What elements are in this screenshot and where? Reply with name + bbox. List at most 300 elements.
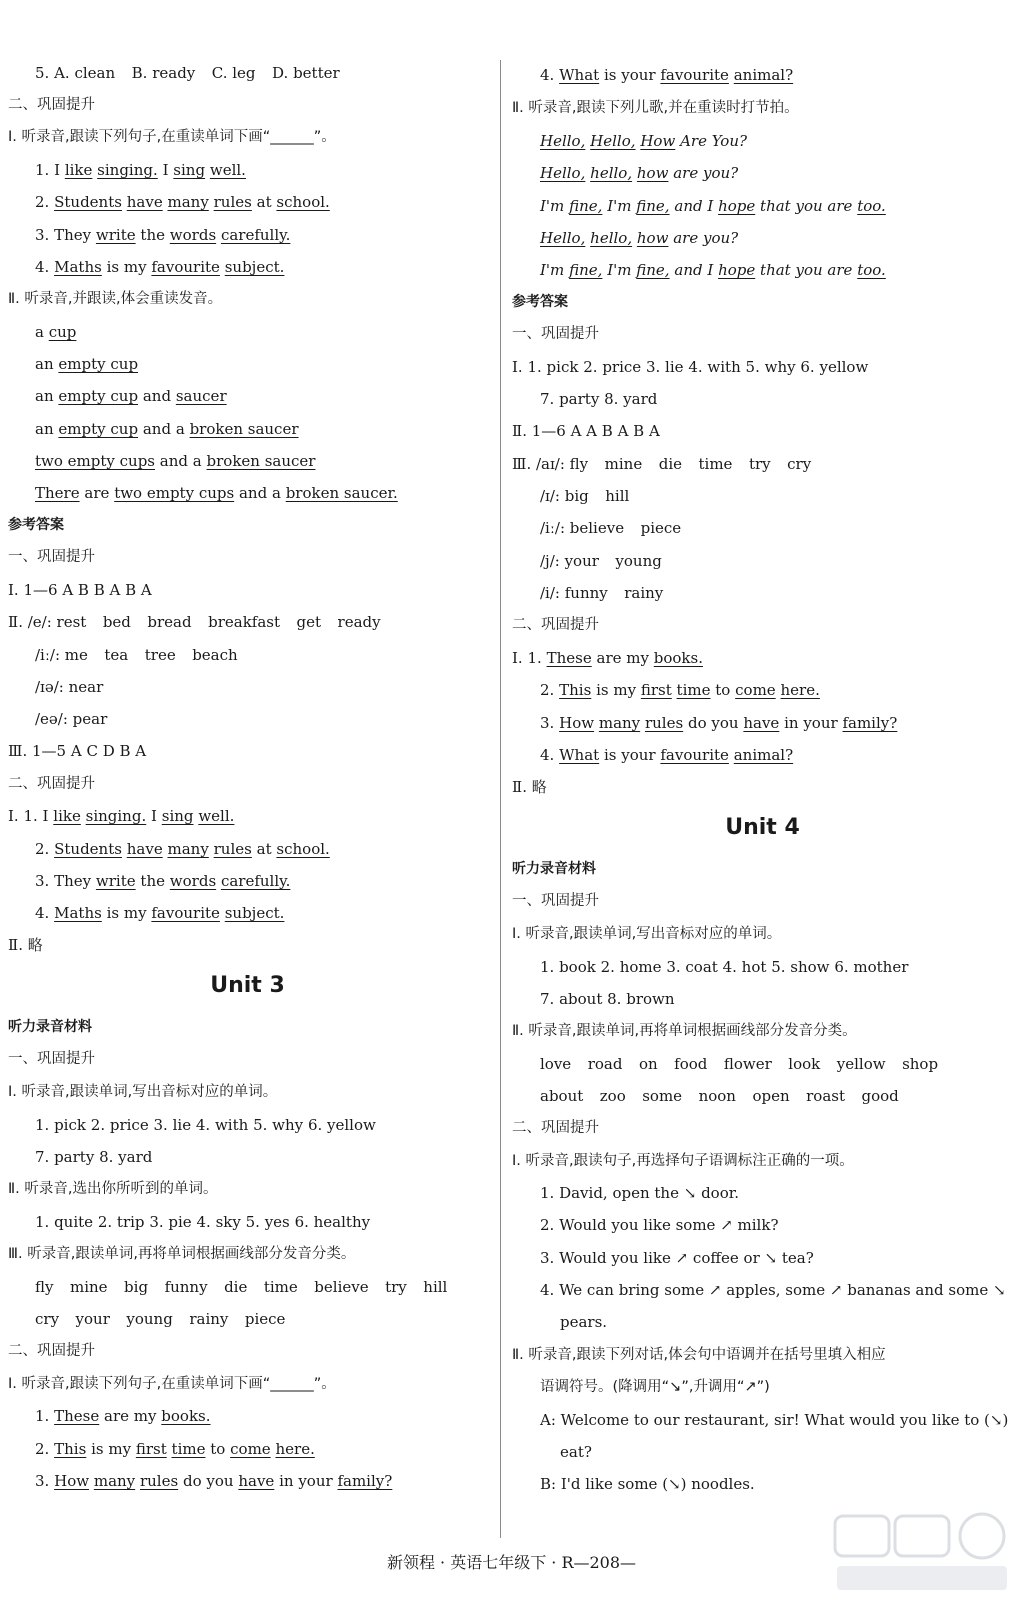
word: ready	[337, 613, 381, 631]
word: 5. yes	[245, 1213, 290, 1231]
stressed-word: favourite	[151, 904, 220, 922]
stressed-word: favourite	[151, 258, 220, 276]
word: time	[698, 455, 733, 473]
word: to	[715, 681, 731, 699]
word: food	[674, 1055, 708, 1073]
stressed-word: Students	[54, 840, 122, 858]
word: hill	[423, 1278, 448, 1296]
word: good	[861, 1087, 899, 1105]
stressed-word: fine,	[569, 197, 603, 215]
word: at	[256, 193, 272, 211]
word: is my	[91, 1440, 132, 1458]
stressed-word: two empty cups	[114, 484, 235, 502]
text-line	[512, 356, 873, 378]
text-line	[540, 1247, 819, 1269]
exercise-instruction: Ⅱ. 听录音,选出你所听到的单词。	[8, 1181, 218, 1197]
word: mine	[604, 455, 643, 473]
word: 2. price	[583, 358, 642, 376]
text-line	[540, 130, 752, 152]
word: 7. party	[35, 1148, 95, 1166]
word: 8. yard	[99, 1148, 153, 1166]
word: 5. why	[745, 358, 796, 376]
word: 1.	[35, 1407, 50, 1425]
text-line	[540, 1409, 1013, 1431]
word: and a	[142, 420, 185, 438]
text-line	[35, 644, 242, 666]
word: hill	[605, 487, 630, 505]
text-line	[35, 1438, 320, 1460]
word: 5. A. clean	[35, 64, 116, 82]
word: cry	[35, 1310, 60, 1328]
text-line	[540, 485, 634, 507]
stressed-word: Hello,	[540, 132, 586, 150]
word: rainy	[624, 584, 664, 602]
text-line	[540, 1473, 760, 1495]
word: 3.	[540, 714, 555, 732]
word: an	[35, 387, 54, 405]
stressed-word: These	[54, 1407, 100, 1425]
word: that you are	[760, 197, 853, 215]
stressed-word: broken saucer.	[285, 484, 398, 502]
stressed-word: too.	[857, 197, 886, 215]
word: breakfast	[208, 613, 281, 631]
exercise-instruction: Ⅱ. 听录音,跟读单词,再将单词根据画线部分发音分类。	[512, 1023, 857, 1039]
text-line	[540, 988, 679, 1010]
word: 4.	[35, 258, 50, 276]
word: Ⅱ. 1—6 A A B A B A	[512, 422, 660, 440]
stressed-word: rules	[213, 193, 252, 211]
stressed-word: Maths	[54, 258, 102, 276]
exercise-instruction: Ⅰ. 听录音,跟读单词,写出音标对应的单词。	[8, 1084, 278, 1100]
word: roast	[806, 1087, 846, 1105]
stressed-word: like	[64, 161, 93, 179]
text-line	[540, 64, 798, 86]
word: bed	[102, 613, 131, 631]
word: on	[638, 1055, 658, 1073]
exercise-instruction: 一、巩固提升	[512, 893, 599, 909]
text-line	[35, 450, 320, 472]
word: pears.	[560, 1313, 608, 1331]
word: I	[162, 161, 169, 179]
word: /eə/: pear	[35, 710, 108, 728]
stressed-word: have	[126, 840, 163, 858]
word: 4. hot	[722, 958, 767, 976]
section-heading: 听力录音材料	[512, 861, 596, 877]
word: are	[84, 484, 110, 502]
word: Ⅰ. 1—6 A B B A B A	[8, 581, 152, 599]
word: Are You?	[680, 132, 748, 150]
text-line	[35, 1114, 381, 1136]
word: flower	[723, 1055, 772, 1073]
exercise-instruction: Ⅲ. 听录音,跟读单词,再将单词根据画线部分发音分类。	[8, 1246, 356, 1262]
word: 2.	[35, 840, 50, 858]
word: rainy	[189, 1310, 229, 1328]
page-footer: 新领程 · 英语七年级下 · R—208—	[386, 1553, 637, 1572]
word: believe	[314, 1278, 369, 1296]
word: and I	[674, 197, 714, 215]
word: are my	[104, 1407, 157, 1425]
text-line	[8, 579, 157, 601]
text-line	[8, 611, 385, 633]
exercise-instruction: Ⅱ. 听录音,跟读下列儿歌,并在重读时打节拍。	[512, 100, 799, 116]
exercise-instruction: Ⅱ. 听录音,跟读下列对话,体会句中语调并在括号里填入相应	[512, 1347, 886, 1363]
stressed-word: sing	[161, 807, 194, 825]
word: eat?	[560, 1443, 592, 1461]
word: and	[142, 387, 172, 405]
word: 3. coat	[666, 958, 718, 976]
word: I'm	[540, 197, 565, 215]
text-line	[540, 517, 686, 539]
unit-heading: Unit 3	[210, 973, 285, 998]
stressed-word: how	[636, 164, 669, 182]
word: C. leg	[211, 64, 256, 82]
word: a	[35, 323, 44, 341]
word: yellow	[836, 1055, 886, 1073]
word: to	[210, 1440, 226, 1458]
word: 6. mother	[834, 958, 909, 976]
stressed-word: school.	[276, 193, 330, 211]
word: 4. with	[688, 358, 741, 376]
word: 1. I	[35, 161, 61, 179]
stressed-word: hope	[718, 261, 756, 279]
word: 4. We can bring some ↗ apples, some ↗ bananas and some ↘	[540, 1281, 1006, 1299]
word: an	[35, 355, 54, 373]
exercise-instruction: 二、巩固提升	[512, 617, 599, 633]
word: big	[124, 1278, 149, 1296]
stressed-word: have	[126, 193, 163, 211]
stressed-word: fine,	[636, 197, 670, 215]
word: cry	[787, 455, 812, 473]
text-line	[8, 934, 48, 956]
stressed-word: subject.	[224, 904, 285, 922]
text-line	[540, 744, 798, 766]
stressed-word: subject.	[224, 258, 285, 276]
word: the	[140, 872, 165, 890]
word: young	[126, 1310, 173, 1328]
word: 6. yellow	[800, 358, 869, 376]
word: 2. Would you like some ↗ milk?	[540, 1216, 779, 1234]
stressed-word: family?	[337, 1472, 393, 1490]
stressed-word: favourite	[660, 746, 729, 764]
exercise-instruction: 一、巩固提升	[8, 549, 95, 565]
stressed-word: first	[135, 1440, 167, 1458]
stressed-word: like	[53, 807, 81, 825]
text-line	[540, 227, 743, 249]
word: /iː/: me	[35, 646, 88, 664]
text-line	[540, 550, 667, 572]
word: piece	[244, 1310, 286, 1328]
text-line	[540, 1053, 943, 1075]
exercise-instruction: 一、巩固提升	[8, 1051, 95, 1067]
word: I'm	[607, 197, 632, 215]
word: 2. price	[90, 1116, 149, 1134]
section-heading: 参考答案	[512, 294, 568, 310]
stressed-word: come	[735, 681, 776, 699]
word: is your	[603, 746, 656, 764]
stressed-word: write	[95, 872, 136, 890]
word: young	[615, 552, 662, 570]
column-divider	[500, 60, 501, 1538]
stressed-word: What	[559, 746, 600, 764]
exercise-instruction: Ⅱ. 听录音,并跟读,体会重读发音。	[8, 291, 223, 307]
word: Ⅰ. 1.	[512, 649, 542, 667]
word: 7. party	[540, 390, 600, 408]
word: mine	[69, 1278, 108, 1296]
word: 3. They	[35, 226, 92, 244]
word: 4. sky	[196, 1213, 241, 1231]
text-line	[540, 195, 891, 217]
text-line	[35, 62, 344, 84]
word: 4. with	[195, 1116, 249, 1134]
exercise-instruction: Ⅰ. 听录音,跟读句子,再选择句子语调标注正确的一项。	[512, 1153, 854, 1169]
word: Ⅰ. 1. I	[8, 807, 49, 825]
exercise-instruction: 二、巩固提升	[512, 1120, 599, 1136]
stressed-word: Hello,	[590, 132, 636, 150]
text-line	[35, 1405, 215, 1427]
text-line	[35, 191, 335, 213]
stressed-word: words	[169, 872, 217, 890]
stressed-word: This	[559, 681, 592, 699]
word: 3. lie	[645, 358, 684, 376]
word: /ɪə/: near	[35, 678, 104, 696]
word: your	[75, 1310, 110, 1328]
word: do you	[182, 1472, 234, 1490]
stressed-word: many	[93, 1472, 136, 1490]
word: /j/: your	[540, 552, 599, 570]
word: 2.	[35, 193, 50, 211]
word: and a	[159, 452, 202, 470]
stressed-word: There	[35, 484, 80, 502]
text-line	[540, 388, 662, 410]
stressed-word: many	[167, 193, 209, 211]
stressed-word: write	[95, 226, 136, 244]
stressed-word: words	[169, 226, 217, 244]
word: 1. pick	[35, 1116, 86, 1134]
text-line	[35, 1146, 157, 1168]
text-line	[560, 1441, 597, 1463]
word: Ⅱ. 略	[8, 936, 43, 954]
word: are you?	[673, 229, 739, 247]
stressed-word: carefully.	[220, 872, 291, 890]
word: I	[151, 807, 157, 825]
stressed-word: time	[171, 1440, 206, 1458]
word: 6. healthy	[294, 1213, 371, 1231]
word: is my	[106, 904, 147, 922]
text-line	[512, 420, 665, 442]
text-line	[35, 353, 143, 375]
word: 3. pie	[149, 1213, 192, 1231]
text-line	[35, 838, 335, 860]
word: open	[752, 1087, 790, 1105]
word: beach	[192, 646, 238, 664]
word: try	[385, 1278, 407, 1296]
stressed-word: singing.	[85, 807, 147, 825]
text-line	[512, 776, 552, 798]
word: try	[748, 455, 771, 473]
word: in your	[784, 714, 838, 732]
word: /i/: funny	[540, 584, 608, 602]
stressed-word: two empty cups	[35, 452, 155, 470]
word: about	[540, 1087, 584, 1105]
word: D. better	[272, 64, 340, 82]
word: die	[658, 455, 682, 473]
stressed-word: here.	[780, 681, 820, 699]
word: 7. about	[540, 990, 603, 1008]
exercise-instruction: 语调符号。(降调用“↘”,升调用“↗”)	[540, 1379, 770, 1395]
watermark-logo	[827, 1510, 1017, 1596]
word: Ⅲ. 1—5 A C D B A	[8, 742, 147, 760]
stressed-word: empty cup	[58, 387, 139, 405]
stressed-word: have	[743, 714, 780, 732]
text-line	[560, 1311, 612, 1333]
word: noon	[698, 1087, 736, 1105]
word: /ɪ/: big	[540, 487, 589, 505]
text-line	[35, 256, 289, 278]
stressed-word: saucer	[175, 387, 227, 405]
word: an	[35, 420, 54, 438]
word: 4.	[35, 904, 50, 922]
word: 1. quite	[35, 1213, 94, 1231]
word: Ⅰ. 1. pick	[512, 358, 579, 376]
stressed-word: What	[559, 66, 600, 84]
word: 8. yard	[604, 390, 658, 408]
text-line	[512, 453, 816, 475]
exercise-instruction: Ⅰ. 听录音,跟读下列句子,在重读单词下画“______”。	[8, 1376, 336, 1392]
text-line	[540, 679, 825, 701]
stressed-word: broken saucer	[206, 452, 316, 470]
exercise-instruction: 一、巩固提升	[512, 326, 599, 342]
text-line	[35, 1470, 397, 1492]
word: at	[256, 840, 272, 858]
word: 2.	[35, 1440, 50, 1458]
text-line	[35, 870, 295, 892]
word: 3.	[35, 1472, 50, 1490]
stressed-word: Students	[54, 193, 122, 211]
exercise-instruction: 二、巩固提升	[8, 776, 95, 792]
word: that you are	[760, 261, 853, 279]
word: are you?	[673, 164, 739, 182]
word: piece	[640, 519, 682, 537]
exercise-instruction: Ⅰ. 听录音,跟读下列句子,在重读单词下画“______”。	[8, 129, 336, 145]
word: is your	[603, 66, 656, 84]
text-line	[540, 956, 913, 978]
stressed-word: first	[640, 681, 672, 699]
stressed-word: time	[676, 681, 711, 699]
exercise-instruction: Ⅰ. 听录音,跟读单词,写出音标对应的单词。	[512, 926, 782, 942]
text-line	[35, 902, 289, 924]
stressed-word: fine,	[569, 261, 603, 279]
word: funny	[164, 1278, 208, 1296]
text-line	[35, 224, 295, 246]
word: time	[263, 1278, 298, 1296]
word: road	[587, 1055, 623, 1073]
text-line	[35, 676, 108, 698]
word: 2. home	[600, 958, 662, 976]
stressed-word: fine,	[636, 261, 670, 279]
stressed-word: here.	[275, 1440, 315, 1458]
word: and I	[674, 261, 714, 279]
stressed-word: carefully.	[220, 226, 291, 244]
word: some	[642, 1087, 683, 1105]
text-line	[540, 1182, 744, 1204]
stressed-word: rules	[213, 840, 252, 858]
word: love	[540, 1055, 572, 1073]
stressed-word: books.	[653, 649, 703, 667]
stressed-word: broken saucer	[189, 420, 299, 438]
word: tree	[144, 646, 176, 664]
stressed-word: well.	[198, 807, 235, 825]
text-line	[540, 1214, 783, 1236]
word: is my	[596, 681, 637, 699]
text-line	[35, 482, 403, 504]
word: look	[788, 1055, 821, 1073]
stressed-word: how	[636, 229, 669, 247]
stressed-word: Hello,	[540, 229, 586, 247]
word: 4.	[540, 66, 555, 84]
text-line	[8, 805, 239, 827]
text-line	[35, 321, 81, 343]
stressed-word: Hello,	[540, 164, 586, 182]
text-line	[35, 385, 231, 407]
text-line	[35, 1308, 290, 1330]
word: I'm	[607, 261, 632, 279]
stressed-word: How	[559, 714, 595, 732]
text-line	[540, 1279, 1010, 1301]
stressed-word: school.	[276, 840, 330, 858]
text-line	[8, 740, 151, 762]
word: 1. book	[540, 958, 596, 976]
stressed-word: many	[167, 840, 209, 858]
word: get	[296, 613, 322, 631]
word: 3. They	[35, 872, 92, 890]
word: tea	[104, 646, 129, 664]
text-line	[35, 418, 303, 440]
text-line	[35, 1211, 375, 1233]
word: bread	[147, 613, 192, 631]
stressed-word: hope	[718, 197, 756, 215]
word: do you	[687, 714, 739, 732]
stressed-word: well.	[209, 161, 246, 179]
text-line	[540, 582, 668, 604]
word: 6. yellow	[307, 1116, 376, 1134]
stressed-word: cup	[48, 323, 77, 341]
word: 5. show	[771, 958, 830, 976]
word: fly	[35, 1278, 54, 1296]
stressed-word: How	[640, 132, 676, 150]
section-heading: 参考答案	[8, 517, 64, 533]
word: Ⅲ. /aɪ/: fly	[512, 455, 589, 473]
text-line	[540, 1085, 904, 1107]
word: shop	[902, 1055, 939, 1073]
stressed-word: These	[546, 649, 592, 667]
word: 8. brown	[607, 990, 675, 1008]
word: I'm	[540, 261, 565, 279]
text-line	[35, 1276, 452, 1298]
stressed-word: animal?	[733, 746, 794, 764]
word: is my	[106, 258, 147, 276]
stressed-word: favourite	[660, 66, 729, 84]
text-line	[35, 708, 112, 730]
text-line	[512, 647, 708, 669]
word: 3. Would you like ↗ coffee or ↘ tea?	[540, 1249, 814, 1267]
word: A: Welcome to our restaurant, sir! What would you like to (↘)	[540, 1411, 1009, 1429]
stressed-word: rules	[644, 714, 684, 732]
word: 2.	[540, 681, 555, 699]
stressed-word: come	[230, 1440, 271, 1458]
exercise-instruction: 二、巩固提升	[8, 1343, 95, 1359]
text-line	[35, 159, 251, 181]
stressed-word: family?	[842, 714, 898, 732]
